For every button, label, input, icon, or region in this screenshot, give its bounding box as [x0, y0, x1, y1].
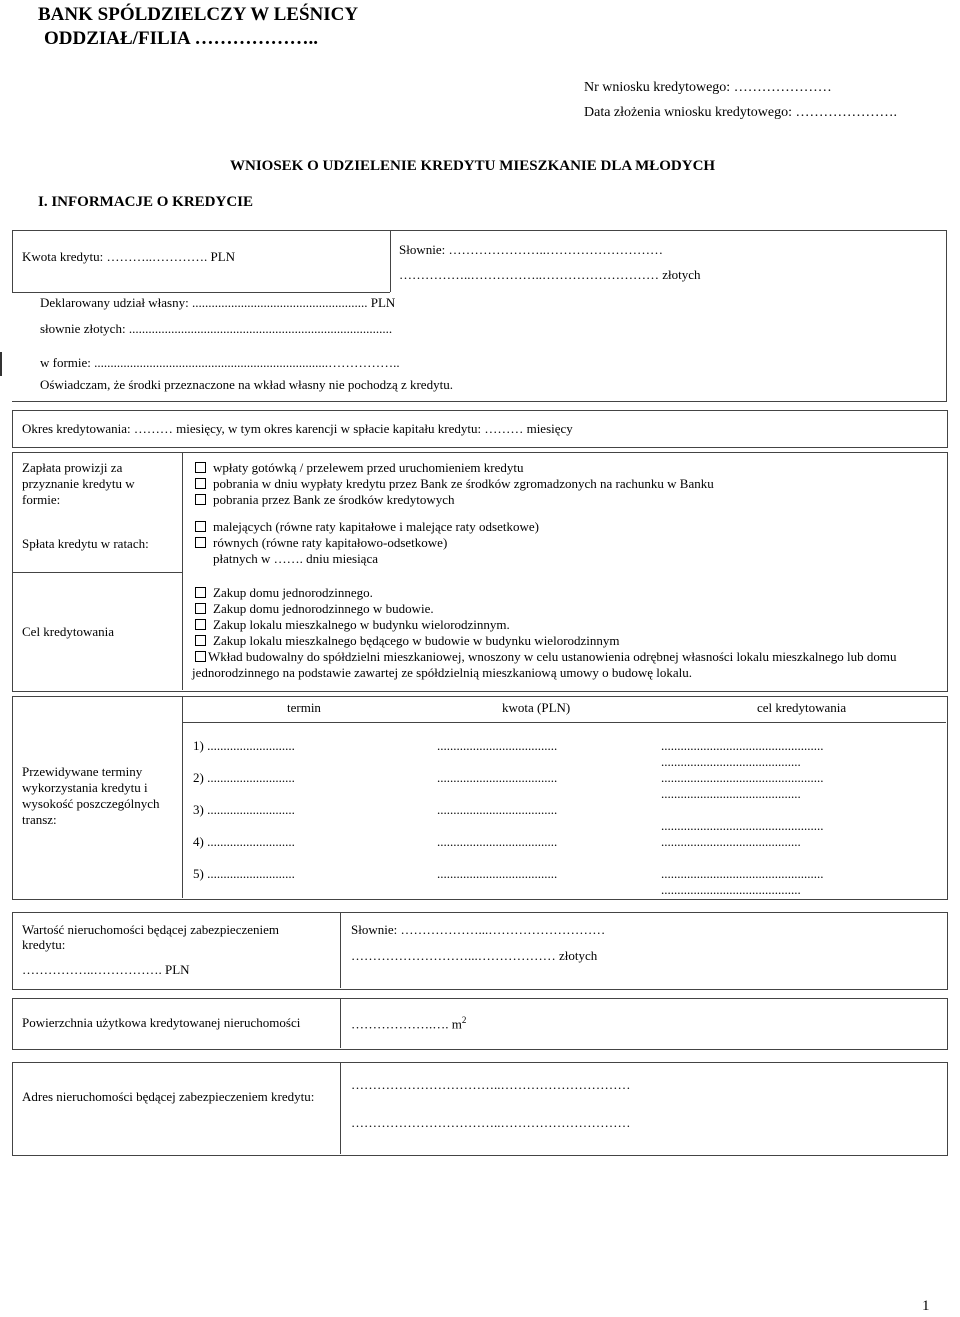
- property-address-line-1[interactable]: ……………………………..…………………………: [351, 1077, 631, 1092]
- tranche-purpose-line-1[interactable]: ..................................................: [661, 738, 824, 753]
- own-contribution-words-field[interactable]: słownie złotych: .................................................................................: [40, 321, 393, 336]
- property-value-field[interactable]: ……………..……………. PLN: [22, 962, 190, 977]
- property-value-words-line2[interactable]: ………………………...……………… złotych: [351, 948, 598, 963]
- commission-label: Zapłata prowizji za przyznanie kredytu w formie:: [22, 460, 135, 507]
- tranche-header-amount: kwota (PLN): [502, 700, 571, 715]
- branch-field: ODDZIAŁ/FILIA ………………..: [44, 28, 318, 49]
- installment-option-checkbox-1[interactable]: [195, 521, 206, 532]
- bank-name: BANK SPÓLDZIELCZY W LEŚNICY: [38, 4, 359, 25]
- loan-amount-field[interactable]: Kwota kredytu: ………..…………. PLN: [22, 249, 236, 264]
- commission-option-3: pobrania przez Bank ze środków kredytowych: [213, 492, 455, 507]
- tranche-purpose-line-2[interactable]: ...........................................: [661, 754, 801, 769]
- purpose-option-checkbox-4[interactable]: [195, 635, 206, 646]
- own-contribution-field[interactable]: Deklarowany udział własny: ...................................................... PLN: [40, 295, 396, 310]
- own-contribution-declaration: Oświadczam, że środki przeznaczone na wkład własny nie pochodzą z kredytu.: [40, 377, 453, 392]
- tranche-amount-2[interactable]: .....................................: [437, 770, 558, 785]
- purpose-option-checkbox-2[interactable]: [195, 603, 206, 614]
- usable-area-value: ……………….…. m: [351, 1016, 462, 1032]
- document-title: WNIOSEK O UDZIELENIE KREDYTU MIESZKANIE DLA MŁODYCH: [230, 158, 716, 174]
- property-value-words-field[interactable]: Słownie: ………………...………………………: [351, 922, 606, 937]
- purpose-option-2: Zakup domu jednorodzinnego w budowie.: [213, 601, 434, 616]
- page-number: 1: [922, 1298, 930, 1314]
- tranche-amount-3[interactable]: .....................................: [437, 802, 558, 817]
- installment-option-checkbox-2[interactable]: [195, 537, 206, 548]
- tranche-purpose-line-4[interactable]: ...........................................: [661, 786, 801, 801]
- commission-option-1: wpłaty gotówką / przelewem przed uruchomieniem kredytu: [213, 460, 524, 475]
- tranche-header-term: termin: [287, 700, 321, 715]
- payment-day-field[interactable]: płatnych w ……. dniu miesiąca: [213, 551, 378, 566]
- loan-application-number: Nr wniosku kredytowego: …………………: [584, 80, 832, 95]
- commission-option-2: pobrania w dniu wypłaty kredytu przez Bank ze środków zgromadzonych na rachunku w Banku: [213, 476, 714, 491]
- contribution-form-field[interactable]: w formie: ........................................................................……………..: [40, 355, 400, 370]
- property-address-line-2[interactable]: ……………………………..…………………………: [351, 1115, 631, 1130]
- purpose-option-4: Zakup lokalu mieszkalnego będącego w budowie w budynku wielorodzinnym: [213, 633, 620, 648]
- commission-option-checkbox-3[interactable]: [195, 494, 206, 505]
- tranche-purpose-line-3[interactable]: ..................................................: [661, 770, 824, 785]
- loan-period-field[interactable]: Okres kredytowania: ……… miesięcy, w tym okres karencji w spłacie kapitału kredytu: ……… miesięcy: [22, 421, 573, 436]
- tranche-purpose-line-7[interactable]: ..................................................: [661, 866, 824, 881]
- usable-area-label: Powierzchnia użytkowa kredytowanej nieruchomości: [22, 1015, 301, 1030]
- purpose-option-checkbox-1[interactable]: [195, 587, 206, 598]
- tranche-amount-4[interactable]: .....................................: [437, 834, 558, 849]
- tranche-term-1[interactable]: 1) ...........................: [193, 738, 295, 753]
- installments-label: Spłata kredytu w ratach:: [22, 536, 149, 551]
- submission-date: Data złożenia wniosku kredytowego: ………………….: [584, 105, 897, 120]
- installment-option-2: równych (równe raty kapitałowo-odsetkowe): [213, 535, 448, 550]
- property-value-label: Wartość nieruchomości będącej zabezpieczeniem kredytu:: [22, 922, 280, 952]
- tranche-purpose-line-8[interactable]: ...........................................: [661, 882, 801, 897]
- tranche-term-2[interactable]: 2) ...........................: [193, 770, 295, 785]
- installment-option-1: malejących (równe raty kapitałowe i malejące raty odsetkowe): [213, 519, 539, 534]
- purpose-option-checkbox-3[interactable]: [195, 619, 206, 630]
- tranche-term-4[interactable]: 4) ...........................: [193, 834, 295, 849]
- purpose-label: Cel kredytowania: [22, 624, 115, 639]
- tranche-term-5[interactable]: 5) ...........................: [193, 866, 295, 881]
- tranche-amount-1[interactable]: .....................................: [437, 738, 558, 753]
- property-address-label: Adres nieruchomości będącej zabezpieczeniem kredytu:: [22, 1089, 315, 1104]
- usable-area-field[interactable]: [351, 1015, 466, 1032]
- commission-option-checkbox-1[interactable]: [195, 462, 206, 473]
- amount-in-words-line2[interactable]: ……………..……………..……………………… złotych: [399, 267, 701, 282]
- purpose-option-3: Zakup lokalu mieszkalnego w budynku wielorodzinnym.: [213, 617, 510, 632]
- purpose-option-5: Wkład budowalny do spółdzielni mieszkaniowej, wnoszony w celu ustanowienia odrębnej własności lokalu mieszkalnego lub domu jednorodzinnego na podstawie zawartej ze spółdzielnią mieszkaniową umowy o budowę lokalu.: [192, 649, 897, 680]
- tranche-purpose-line-5[interactable]: ..................................................: [661, 818, 824, 833]
- tranche-amount-5[interactable]: .....................................: [437, 866, 558, 881]
- tranche-term-3[interactable]: 3) ...........................: [193, 802, 295, 817]
- tranches-label: Przewidywane terminy wykorzystania kredytu i wysokość poszczególnych transz:: [22, 764, 160, 827]
- area-unit-superscript: 2: [461, 1015, 467, 1025]
- tranche-purpose-line-6[interactable]: ...........................................: [661, 834, 801, 849]
- tranche-header-purpose: cel kredytowania: [757, 700, 847, 715]
- amount-in-words-field[interactable]: Słownie: …………………..………………………: [399, 242, 663, 257]
- purpose-option-1: Zakup domu jednorodzinnego.: [213, 585, 373, 600]
- section-title: I. INFORMACJE O KREDYCIE: [38, 194, 254, 210]
- commission-option-checkbox-2[interactable]: [195, 478, 206, 489]
